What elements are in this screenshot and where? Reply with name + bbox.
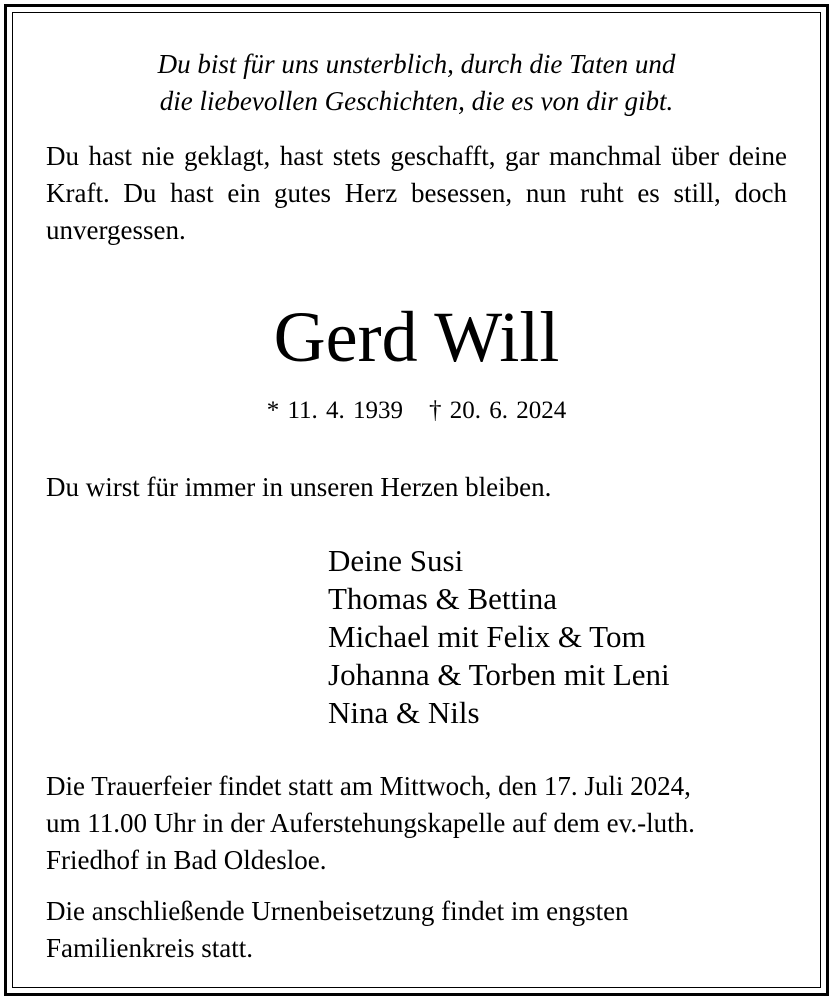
burial-line-1: Die anschließende Urnenbeisetzung findet im engsten: [46, 896, 629, 926]
family-member: Johanna & Torben mit Leni: [328, 657, 670, 692]
ceremony-line-1: Die Trauerfeier findet statt am Mittwoch, den 17. Juli 2024,: [46, 771, 691, 801]
family-member: Nina & Nils: [328, 695, 480, 730]
burial-info: [46, 893, 787, 967]
family-member: Michael mit Felix & Tom: [328, 619, 646, 654]
notice-content: [46, 46, 787, 967]
motto: [46, 46, 787, 120]
birth-date: * 11. 4. 1939: [266, 397, 404, 424]
life-dates: [46, 395, 787, 427]
poem-text: Du hast nie geklagt, hast stets geschafft, gar manchmal über deine Kraft. Du hast ein gutes Herz besessen, nun ruht es still, doch unvergessen.: [46, 141, 787, 245]
burial-line-2: Familienkreis statt.: [46, 933, 253, 963]
deceased-name: Gerd Will: [273, 297, 560, 377]
farewell-line: Du wirst für immer in unseren Herzen bleiben.: [46, 472, 552, 502]
death-date: † 20. 6. 2024: [429, 397, 567, 424]
family-member: Deine Susi: [328, 543, 464, 578]
ceremony-info: [46, 768, 787, 879]
family-list: [328, 542, 787, 732]
family-member: Thomas & Bettina: [328, 581, 558, 616]
ceremony-line-2: um 11.00 Uhr in der Auferstehungskapelle auf dem ev.-luth.: [46, 808, 695, 838]
motto-line-1: Du bist für uns unsterblich, durch die Taten und: [157, 49, 676, 79]
ceremony-line-3: Friedhof in Bad Oldesloe.: [46, 845, 327, 875]
motto-line-2: die liebevollen Geschichten, die es von dir gibt.: [159, 86, 674, 116]
